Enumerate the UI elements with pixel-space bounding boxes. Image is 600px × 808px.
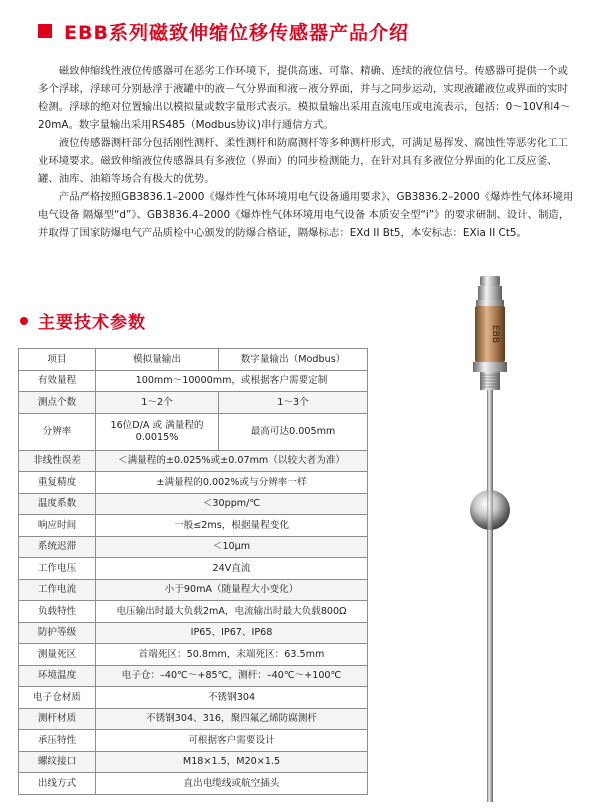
table-row [19,773,368,795]
table-row [19,493,368,515]
table-row [19,708,368,730]
table-row [19,730,368,752]
spec-label: 分辨率 [19,413,96,450]
spec-value: 不锈钢304 [96,687,368,709]
spec-label: 有效量程 [19,370,96,392]
intro-paragraph-1: 磁致伸缩线性液位传感器可在恶劣工作环境下，提供高速、可靠、精确、连续的液位信号。传感器可提供一个或多个浮球，浮球可分别悬浮于液罐中的液－气分界面和液－液分界面，并与之同步运动，实现液罐液位或界面的实时检测。浮球的绝对位置输出以模拟量或数字量形式表示。模拟量输出采用直流电压或电流表示，包括：0～10V和4～20mA。数字量输出采用RS485（Modbus协议)串行通信方式。 [38,65,571,131]
spec-value: 一般≤2ms，根据量程变化 [96,515,368,537]
spec-value: 电子仓：–40℃～+85℃，测杆：–40℃～+100℃ [96,665,368,687]
spec-label: 环境温度 [19,665,96,687]
intro-text [38,62,578,242]
spec-value: ＜10μm [96,536,368,558]
spec-value: 不锈钢304、316，聚四氟乙烯防腐测杆 [96,708,368,730]
table-row [19,536,368,558]
brand-mark: EBB [490,324,500,344]
page-title: EBB系列磁致伸缩位移传感器产品介绍 [64,21,409,44]
connector-body [478,286,502,300]
table-row [19,392,368,414]
spec-header-item: 项目 [19,349,96,371]
spec-value: 小于90mA（随量程大小变化） [96,579,368,601]
spec-header-digital: 数字量输出（Modbus） [219,349,368,371]
connector-ring [476,300,504,306]
spec-label: 工作电压 [19,558,96,580]
spec-label: 螺纹接口 [19,751,96,773]
table-row [19,751,368,773]
table-row [19,579,368,601]
table-row [19,515,368,537]
spec-value-digital: 最高可达0.005mm [219,413,368,450]
spec-value: IP65、IP67、IP68 [96,622,368,644]
spec-value: ±满量程的0.002%或与分辨率一样 [96,472,368,494]
table-row [19,644,368,666]
section-title: 主要技术参数 [38,313,146,333]
table-row [19,665,368,687]
spec-value: ＜满量程的±0.025%或±0.07mm（以较大者为准） [96,450,368,472]
intro-paragraph-3: 产品严格按照GB3836.1–2000《爆炸性气体环境用电气设备通用要求》、GB3836.2–2000《爆炸性气体环境用电气设备 隔爆型“d”》、GB3836.4–2000《爆炸性气体环境用电气设备 本质安全型“i”》的要求研制、设计、制造，并取得了国家防爆电气产品质检中心颁发的防爆合格证，隔爆标志：EXd II Bt5，本安标志：EXia II Ct5。 [38,191,574,239]
section-heading [20,308,146,333]
spec-label: 测杆材质 [19,708,96,730]
spec-label: 测量死区 [19,644,96,666]
spec-label: 电子仓材质 [19,687,96,709]
spec-label: 出线方式 [19,773,96,795]
spec-value: 可根据客户需要设计 [96,730,368,752]
connector-cap [480,276,500,286]
title-bullet-square [38,24,52,38]
spec-value: 直出电缆线或航空插头 [96,773,368,795]
spec-label: 负载特性 [19,601,96,623]
spec-value-analog: 16位D/A 或 满量程的0.0015% [96,413,219,450]
spec-value-digital: 1～3个 [219,392,368,414]
table-row [19,601,368,623]
hex-nut [473,362,507,372]
spec-table [18,348,368,795]
intro-paragraph-2: 液位传感器测杆部分包括刚性测杆、柔性测杆和防腐测杆等多种测杆形式，可满足易挥发、腐蚀性等恶劣化工工业环境要求。磁致伸缩液位传感器具有多液位（界面）的同步检测能力，在针对具有多液位分界面的化工反应釜、罐、油库、油箱等场合有极大的优势。 [38,137,568,185]
table-row [19,472,368,494]
spec-label: 温度系数 [19,493,96,515]
table-row [19,622,368,644]
spec-label: 工作电流 [19,579,96,601]
spec-label: 测点个数 [19,392,96,414]
spec-label: 防护等级 [19,622,96,644]
spec-label: 承压特性 [19,730,96,752]
rod-through-ball [487,490,493,530]
spec-label: 响应时间 [19,515,96,537]
table-row [19,558,368,580]
spec-value: 24V直流 [96,558,368,580]
spec-label: 系统迟滞 [19,536,96,558]
spec-label: 非线性误差 [19,450,96,472]
spec-value: ＜30ppm/℃ [96,493,368,515]
spec-table-header [19,349,368,371]
header [38,18,409,44]
table-row [19,687,368,709]
measuring-rod [487,390,493,802]
spec-value: M18×1.5，M20×1.5 [96,751,368,773]
spec-value: 电压输出时最大负载2mA，电流输出时最大负载800Ω [96,601,368,623]
spec-header-analog: 模拟量输出 [96,349,219,371]
spec-value: 100mm～10000mm，或根据客户需要定制 [96,370,368,392]
table-row [19,370,368,392]
spec-value: 首端死区：50.8mm，末端死区：63.5mm [96,644,368,666]
table-row [19,450,368,472]
spec-value-analog: 1～2个 [96,392,219,414]
sensor-product-image [458,276,522,804]
table-row [19,413,368,450]
section-bullet-dot [20,317,28,325]
spec-label: 重复精度 [19,472,96,494]
